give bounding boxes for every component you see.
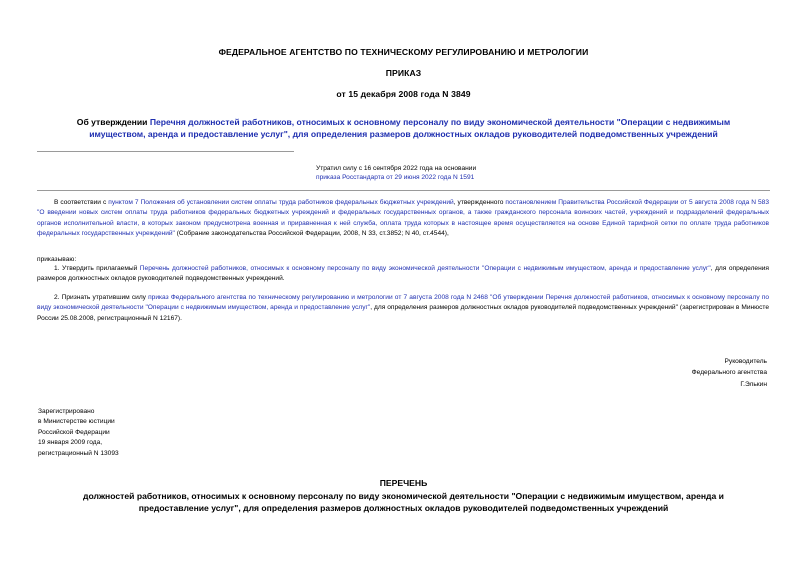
- status-note: [316, 164, 616, 183]
- document-type: ПРИКАЗ: [385, 68, 422, 78]
- signature-name: Г.Элькин: [740, 380, 767, 388]
- preamble-text-2: , утвержденного: [453, 199, 506, 206]
- item1-text-1: 1. Утвердить прилагаемый: [54, 265, 140, 272]
- order-item-1: [37, 264, 769, 285]
- order-word: приказываю:: [37, 256, 77, 263]
- title-link-part1[interactable]: Перечня должностей работников, относимых к основному персоналу по виду экономической деятельности "Операции с недвижимым: [149, 117, 731, 127]
- document-title: [0, 117, 807, 140]
- item2-link-old-order[interactable]: приказ Федерального агентства по техническому регулированию и метрологии от 7 августа 2008 года N 2468 "Об утверждении Перечня должностей работников, относимых к основному персоналу по виду экономической деятельности "Операции с недвижимым имуществом, аренда и предоставление услуг": [37, 294, 769, 312]
- list-subtitle-line1: должностей работников, относимых к основному персоналу по виду экономической деятельности "Операции с недвижимым имуществом, аренда и: [83, 491, 724, 501]
- preamble-link-resolution[interactable]: постановлением Правительства Российской Федерации от 5 августа 2008 года N 583 "О введении новых систем оплаты труда работников федеральных бюджетных учреждений и федеральных государственных органов, а также гражданского персонала воинских частей, учреждений и подразделений федеральных органов исполнительной власти, в которых законом предусмотрена военная и приравненная к ней служба, оплата труда которых в настоящее время осуществляется на основе Единой тарифной сетки по оплате труда работников федеральных государственных учреждений": [37, 199, 770, 238]
- signature-block: [567, 356, 767, 390]
- registration-line-5: регистрационный N 13093: [38, 449, 119, 457]
- status-note-link[interactable]: приказа Росстандарта от 29 июня 2022 года N 1591: [316, 174, 475, 182]
- signature-agency: Федерального агентства: [691, 369, 767, 377]
- item2-text-2: , для определения размеров должностных окладов руководителей подведомственных учреждений" (зарегистрирован в Минюсте России 25.08.2008, регистрационный N 12167).: [37, 304, 769, 322]
- preamble-paragraph: [37, 198, 769, 240]
- document-date-number: от 15 декабря 2008 года N 3849: [336, 89, 471, 99]
- document-title-line2: [0, 129, 807, 141]
- preamble-text-3: (Собрание законодательства Российской Федерации, 2008, N 33, ст.3852; N 40, ст.4544),: [174, 230, 449, 238]
- registration-block: [38, 407, 238, 459]
- registration-line-4: 19 января 2009 года,: [38, 439, 103, 447]
- preamble-link-provision[interactable]: пунктом 7 Положения об установлении систем оплаты труда работников федеральных бюджетных учреждений: [108, 199, 454, 206]
- signature-position: Руководитель: [724, 358, 767, 365]
- item2-text-1: 2. Признать утратившим силу: [54, 294, 149, 301]
- title-prefix: Об утверждении: [76, 117, 150, 127]
- registration-line-1: Зарегистрировано: [38, 408, 95, 415]
- list-subtitle: [0, 491, 807, 514]
- short-divider: [37, 151, 294, 152]
- order-item-2: [37, 293, 769, 324]
- agency-name: ФЕДЕРАЛЬНОЕ АГЕНТСТВО ПО ТЕХНИЧЕСКОМУ РЕГУЛИРОВАНИЮ И МЕТРОЛОГИИ: [218, 47, 589, 57]
- document-title-line1: [0, 117, 807, 129]
- full-divider: [37, 190, 770, 191]
- status-note-text: Утратил силу с 16 сентября 2022 года на основании: [316, 165, 477, 172]
- list-heading: ПЕРЕЧЕНЬ: [379, 478, 428, 488]
- preamble-text-1: В соответствии с: [54, 199, 109, 206]
- item1-text-2: , для определения размеров должностных окладов руководителей подведомственных учреждений.: [37, 265, 769, 283]
- title-link-part2[interactable]: имуществом, аренда и предоставление услуг", для определения размеров должностных окладов руководителей подведомственных учреждений: [89, 128, 718, 139]
- item1-link-list[interactable]: Перечень должностей работников, относимых к основному персоналу по виду экономической деятельности "Операции с недвижимым имуществом, аренда и предоставление услуг": [139, 265, 711, 272]
- registration-line-2: в Министерстве юстиции: [38, 418, 115, 426]
- list-subtitle-line2: предоставление услуг", для определения размеров должностных окладов руководителей подведомственных учреждений: [138, 502, 669, 513]
- registration-line-3: Российской Федерации: [38, 428, 110, 436]
